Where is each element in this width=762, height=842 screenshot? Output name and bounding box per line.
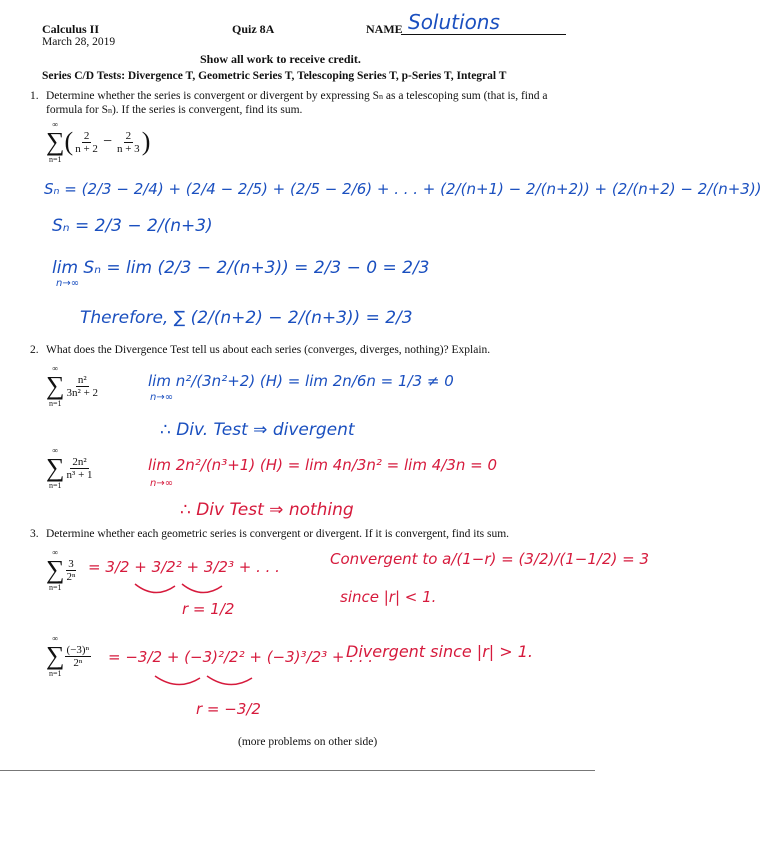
footer-note: (more problems on other side) — [238, 736, 378, 748]
problem2a-work: lim n²/(3n²+2) (H) = lim 2n/6n = 1/3 ≠ 0 — [148, 372, 454, 390]
problem1-conclusion: Therefore, ∑ (2/(n+2) − 2/(n+3)) = 2/3 — [80, 308, 413, 328]
problem2b-series: ∞ ∑ n=1 $\frac{\text{2n²}}{\text{n³ + 1}}$ — [46, 446, 93, 490]
problem3-text: Determine whether each geometric series is convergent or divergent. If it is convergent, find its sum. — [46, 528, 510, 540]
problem2a-limit-sub: n→∞ — [150, 392, 174, 403]
problem3a-conclusion-line1: Convergent to a/(1−r) = (3/2)/(1−1/2) = 3 — [330, 550, 649, 568]
quiz-title: Quiz 8A — [232, 22, 275, 36]
problem2a-conclusion: ∴ Div. Test ⇒ divergent — [160, 420, 355, 440]
problem2b-conclusion: ∴ Div Test ⇒ nothing — [180, 500, 354, 520]
problem2-number: 2. — [30, 344, 39, 356]
problem1-work-limit: lim Sₙ = lim (2/3 − 2/(n+3)) = 2/3 − 0 = 2/3 — [52, 258, 430, 278]
name-underline — [401, 34, 566, 35]
problem3b-series: ∞ ∑ n=1 $\frac{\text{(−3)ⁿ}}{\text{2ⁿ}}$ — [46, 634, 90, 678]
problem3a-conclusion-line2: since |r| < 1. — [340, 588, 437, 606]
problem3a-ratio-arrows — [130, 580, 230, 602]
problem2-text: What does the Divergence Test tell us about each series (converges, diverges, nothing)? Explain. — [46, 344, 491, 356]
problem3b-ratio-arrows — [150, 672, 260, 694]
problem1-work-telescoping: Sₙ = (2/3 − 2/4) + (2/4 − 2/5) + (2/5 − 2/6) + . . . + (2/(n+1) − 2/(n+2)) + (2/(n+2) − 2/(n+3)) — [44, 180, 762, 198]
problem3a-expansion: = 3/2 + 3/2² + 3/2³ + . . . — [88, 558, 280, 576]
instructions: Show all work to receive credit. — [200, 52, 361, 66]
problem1-work-sn: Sₙ = 2/3 − 2/(n+3) — [52, 216, 213, 236]
problem3a-series: ∞ ∑ n=1 $\frac{3}{\text{2ⁿ}}$ — [46, 548, 76, 592]
problem2a-series: ∞ ∑ n=1 $\frac{\text{n²}}{\text{3n² + 2}}$ — [46, 364, 99, 408]
problem2b-work: lim 2n²/(n³+1) (H) = lim 4n/3n² = lim 4/3n = 0 — [148, 456, 498, 474]
problem3b-conclusion: Divergent since |r| > 1. — [346, 642, 534, 661]
page-bottom-rule — [0, 770, 595, 771]
problem2b-limit-sub: n→∞ — [150, 478, 174, 489]
problem3-number: 3. — [30, 528, 39, 540]
name-value: Solutions — [408, 10, 500, 34]
problem1-number: 1. — [30, 90, 39, 102]
problem1-text-line1: Determine whether the series is convergent or divergent by expressing Sn as a telescoping sum (that is, find a — [46, 90, 548, 102]
problem1-limit-sub: n→∞ — [56, 278, 80, 289]
problem1-text-line2: formula for Sn). If the series is convergent, find its sum. — [46, 104, 303, 116]
problem3b-expansion: = −3/2 + (−3)²/2² + (−3)³/2³ + . . . — [108, 648, 374, 666]
course-title: Calculus II — [42, 22, 100, 36]
problem3b-ratio: r = −3/2 — [196, 700, 261, 718]
problem3a-ratio: r = 1/2 — [182, 600, 235, 618]
quiz-date: March 28, 2019 — [42, 36, 116, 48]
problem1-series: ∞ ∑ n=1 ( $\frac{2}{n + 2}$ − $\frac{2}{n + 3}$ ) — [46, 120, 151, 164]
tests-line: Series C/D Tests: Divergence T, Geometric Series T, Telescoping Series T, p-Series T, Integral T — [42, 70, 507, 82]
name-label: NAME — [366, 22, 403, 36]
